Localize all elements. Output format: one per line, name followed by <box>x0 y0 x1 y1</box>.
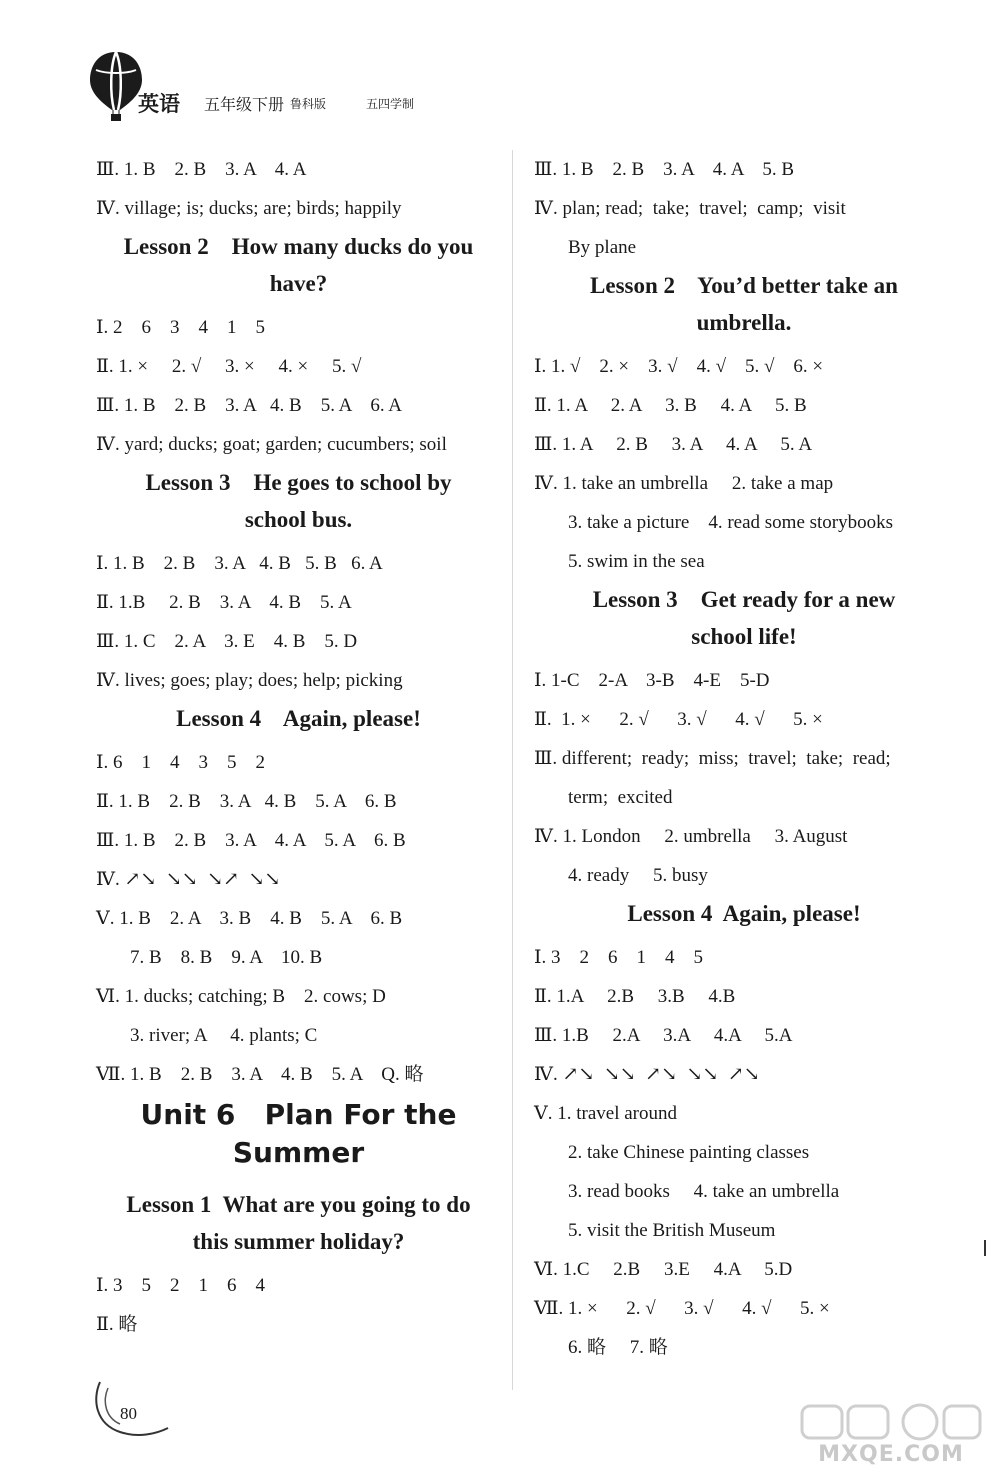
right-answer-line: Ⅳ. 1. take an umbrella 2. take a map <box>534 473 834 494</box>
left-answer-line: Ⅱ. 略 <box>96 1314 138 1335</box>
left-answer-line: Ⅱ. 1. × 2. √ 3. × 4. × 5. √ <box>96 356 362 377</box>
left-answer-line: Ⅶ. 1. B 2. B 3. A 4. B 5. A Q. 略 <box>96 1064 424 1085</box>
lesson-heading <box>534 267 954 347</box>
hot-air-balloon-icon <box>86 48 146 124</box>
lesson-heading-line: have? <box>269 271 328 296</box>
right-answer-line: Ⅴ. 1. travel around <box>534 1103 677 1124</box>
right-answer-line: Ⅰ. 1. √ 2. × 3. √ 4. √ 5. √ 6. × <box>534 356 824 377</box>
lesson-heading-line: umbrella. <box>696 310 792 335</box>
left-answer-line: Ⅰ. 6 1 4 3 5 2 <box>96 752 266 773</box>
lesson-heading-line: school bus. <box>244 507 353 532</box>
grade-label: 五年级下册 <box>204 95 285 114</box>
page-header <box>70 42 490 132</box>
right-answer-line: Ⅵ. 1.C 2.B 3.E 4.A 5.D <box>534 1259 793 1280</box>
margin-mark <box>984 1240 986 1256</box>
right-answer-line: Ⅲ. different; ready; miss; travel; take; read; <box>534 748 891 769</box>
right-answer-line: Ⅰ. 1-C 2-A 3-B 4-E 5-D <box>534 670 770 691</box>
watermark <box>796 1402 986 1472</box>
lesson-heading <box>534 581 954 661</box>
left-answer-line: Ⅰ. 1. B 2. B 3. A 4. B 5. B 6. A <box>96 553 383 574</box>
left-answer-column <box>96 150 501 1344</box>
right-answer-line: Ⅱ. 1. × 2. √ 3. √ 4. √ 5. × <box>534 709 823 730</box>
lesson-heading <box>534 895 954 938</box>
right-answer-line: 3. read books 4. take an umbrella <box>568 1181 840 1202</box>
right-answer-line: Ⅲ. 1. B 2. B 3. A 4. A 5. B <box>534 159 795 180</box>
lesson-heading <box>96 228 501 308</box>
left-answer-line: Ⅵ. 1. ducks; catching; B 2. cows; D <box>96 986 386 1007</box>
school-system-label: 五四学制 <box>366 97 415 111</box>
lesson-heading <box>96 700 501 743</box>
left-answer-line: 3. river; A 4. plants; C <box>130 1025 318 1046</box>
left-answer-line: Ⅳ. yard; ducks; goat; garden; cucumbers; soil <box>96 434 447 455</box>
left-answer-line: Ⅱ. 1.B 2. B 3. A 4. B 5. A <box>96 592 352 613</box>
subject-label: 英语 <box>138 92 180 116</box>
left-answer-line: Ⅳ. lives; goes; play; does; help; picking <box>96 670 403 691</box>
left-answer-line: Ⅰ. 2 6 3 4 1 5 <box>96 317 266 338</box>
right-answer-line: Ⅱ. 1.A 2.B 3.B 4.B <box>534 986 736 1007</box>
right-answer-line: Ⅲ. 1.B 2.A 3.A 4.A 5.A <box>534 1025 793 1046</box>
watermark-logo <box>796 1402 986 1442</box>
right-answer-line: By plane <box>568 237 637 258</box>
right-answer-line: Ⅳ. plan; read; take; travel; camp; visit <box>534 198 846 219</box>
lesson-heading-line: Lesson 2 You’d better take an <box>590 273 898 298</box>
right-answer-line: 5. visit the British Museum <box>568 1220 776 1241</box>
right-answer-line: 5. swim in the sea <box>568 551 705 572</box>
lesson-heading-line: this summer holiday? <box>192 1229 405 1254</box>
right-answer-line: Ⅰ. 3 2 6 1 4 5 <box>534 947 704 968</box>
lesson-heading-line: Lesson 2 How many ducks do you <box>123 234 474 259</box>
unit-heading-line: Unit 6 Plan For the <box>140 1098 457 1131</box>
left-answer-line: Ⅲ. 1. B 2. B 3. A 4. A <box>96 159 307 180</box>
right-answer-line: 3. take a picture 4. read some storybooks <box>568 512 894 533</box>
lesson-heading <box>96 464 501 544</box>
left-answer-line: Ⅴ. 1. B 2. A 3. B 4. B 5. A 6. B <box>96 908 403 929</box>
page-number: 80 <box>120 1404 137 1423</box>
lesson-heading-line: Lesson 1 What are you going to do <box>126 1192 471 1217</box>
right-answer-line: Ⅳ. ↗↘ ↘↘ ↗↘ ↘↘ ↗↘ <box>534 1064 760 1085</box>
right-answer-line: Ⅶ. 1. × 2. √ 3. √ 4. √ 5. × <box>534 1298 830 1319</box>
lesson-heading-line: Lesson 3 Get ready for a new <box>592 587 896 612</box>
lesson-heading-line: Lesson 4 Again, please! <box>176 706 421 731</box>
right-answer-line: Ⅲ. 1. A 2. B 3. A 4. A 5. A <box>534 434 813 455</box>
right-answer-line: Ⅳ. 1. London 2. umbrella 3. August <box>534 826 848 847</box>
right-answer-line: 4. ready 5. busy <box>568 865 708 886</box>
left-answer-line: Ⅰ. 3 5 2 1 6 4 <box>96 1275 266 1296</box>
left-answer-line: Ⅱ. 1. B 2. B 3. A 4. B 5. A 6. B <box>96 791 397 812</box>
lesson-heading <box>96 1186 501 1266</box>
left-answer-line: Ⅲ. 1. B 2. B 3. A 4. A 5. A 6. B <box>96 830 406 851</box>
right-answer-line: term; excited <box>568 787 673 808</box>
left-answer-line: Ⅳ. ↗↘ ↘↘ ↘↗ ↘↘ <box>96 869 281 890</box>
unit-heading-line: Summer <box>232 1136 365 1169</box>
lesson-heading-line: school life! <box>691 624 797 649</box>
column-divider <box>512 150 513 1390</box>
left-answer-line: Ⅲ. 1. C 2. A 3. E 4. B 5. D <box>96 631 358 652</box>
lesson-heading-line: Lesson 4 Again, please! <box>627 901 861 926</box>
right-answer-line: 6. 略 7. 略 <box>568 1337 668 1358</box>
lesson-heading-line: Lesson 3 He goes to school by <box>145 470 452 495</box>
right-answer-line: 2. take Chinese painting classes <box>568 1142 810 1163</box>
left-answer-line: Ⅲ. 1. B 2. B 3. A 4. B 5. A 6. A <box>96 395 403 416</box>
watermark-text: MXQE.COM <box>818 1442 964 1467</box>
right-answer-column <box>534 150 954 1367</box>
right-answer-line: Ⅱ. 1. A 2. A 3. B 4. A 5. B <box>534 395 807 416</box>
edition-label: 鲁科版 <box>290 97 327 111</box>
left-answer-line: Ⅳ. village; is; ducks; are; birds; happily <box>96 198 402 219</box>
unit-heading <box>96 1094 501 1186</box>
left-answer-line: 7. B 8. B 9. A 10. B <box>130 947 323 968</box>
